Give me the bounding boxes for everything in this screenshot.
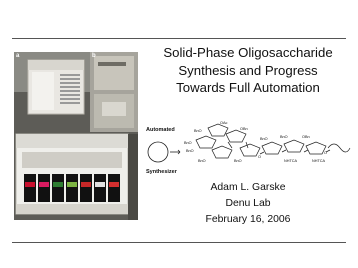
group-label: OBn xyxy=(302,135,310,139)
group-label: OAc xyxy=(220,121,228,125)
resin-bead-icon xyxy=(148,142,168,162)
scheme-label-automated: Automated xyxy=(146,127,175,133)
group-label: BnO xyxy=(186,149,194,153)
synthesizer-photo xyxy=(14,52,138,220)
top-divider xyxy=(12,38,346,39)
oligosaccharide-scheme xyxy=(142,118,354,180)
presentation-date: February 16, 2006 xyxy=(205,214,291,225)
author-name: Adam L. Garske xyxy=(210,182,286,193)
group-label: BnO xyxy=(198,159,206,163)
slide-byline xyxy=(160,180,336,228)
group-label: OBn xyxy=(240,127,248,131)
group-label: BnO xyxy=(194,129,202,133)
title-line-1: Solid-Phase Oligosaccharide xyxy=(163,45,333,60)
group-label: NHTCA xyxy=(312,159,326,163)
scheme-label-synthesizer: Synthesizer xyxy=(146,169,177,175)
title-line-2: Synthesis and Progress xyxy=(178,62,318,78)
group-label: O xyxy=(258,155,261,159)
photo-panel-label-b: b xyxy=(92,53,96,59)
slide-title xyxy=(146,44,350,97)
group-label: BnO xyxy=(260,137,268,141)
lab-name: Denu Lab xyxy=(225,198,271,209)
photo-panel-label-a: a xyxy=(16,53,20,59)
group-label: BnO xyxy=(280,135,288,139)
bottom-divider xyxy=(12,242,346,243)
group-label: NHTCA xyxy=(284,159,298,163)
group-label: BnO xyxy=(234,159,242,163)
synthesizer-illustration xyxy=(14,52,138,220)
group-label: O xyxy=(324,151,327,155)
title-line-3: Towards Full Automation xyxy=(176,80,320,95)
group-label: BnO xyxy=(184,141,192,145)
